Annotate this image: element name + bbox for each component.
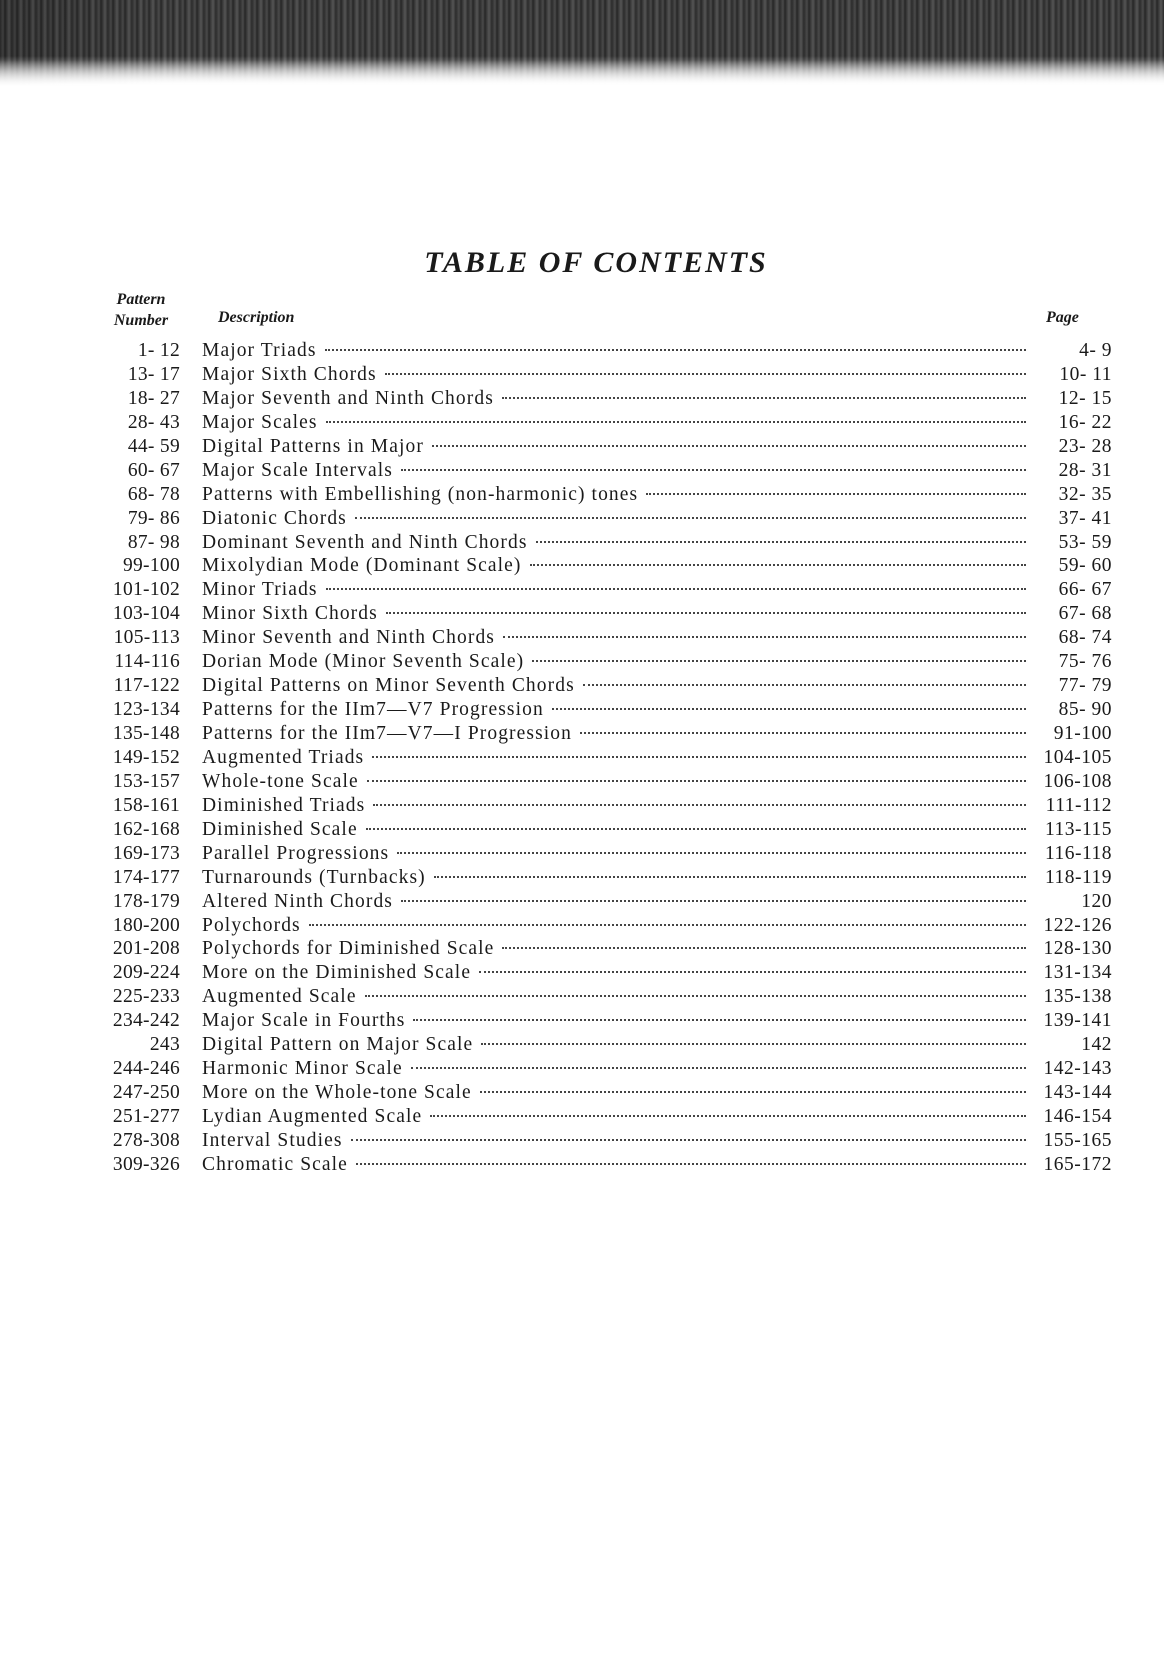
dot-leader — [373, 804, 1026, 806]
pattern-number: 174-177 — [112, 866, 180, 888]
scan-shadow-band — [0, 0, 1164, 86]
toc-row — [96, 674, 1112, 698]
dot-leader — [413, 1019, 1026, 1021]
toc-list — [96, 339, 1112, 1177]
entry-description: Patterns for the IIm7—V7 Progression — [202, 699, 544, 721]
page-range: 68- 74 — [1058, 627, 1112, 649]
dot-leader — [355, 517, 1026, 519]
pattern-number: 278-308 — [112, 1129, 180, 1151]
pattern-number: 169-173 — [112, 842, 180, 864]
page-range: 59- 60 — [1058, 555, 1112, 577]
pattern-number: 101-102 — [112, 579, 180, 601]
dot-leader — [502, 397, 1026, 399]
toc-row — [96, 554, 1112, 578]
toc-row — [96, 937, 1112, 961]
entry-description: Mixolydian Mode (Dominant Scale) — [202, 555, 522, 577]
page-range: 113-115 — [1044, 818, 1112, 840]
entry-description: Major Scale Intervals — [202, 459, 393, 481]
dot-leader — [646, 493, 1026, 495]
dot-leader — [385, 373, 1026, 375]
toc-row — [96, 794, 1112, 818]
toc-row — [96, 985, 1112, 1009]
pattern-number: 153-157 — [112, 770, 180, 792]
toc-row — [96, 1081, 1112, 1105]
page-range: 135-138 — [1043, 986, 1112, 1008]
dot-leader — [536, 541, 1026, 543]
dot-leader — [532, 660, 1026, 662]
page-range: 155-165 — [1043, 1129, 1112, 1151]
toc-row — [96, 531, 1112, 555]
pattern-number: 79- 86 — [127, 507, 180, 529]
entry-description: Major Scale in Fourths — [202, 1010, 406, 1032]
toc-row — [96, 722, 1112, 746]
pattern-number: 114-116 — [114, 651, 180, 673]
page-range: 53- 59 — [1058, 531, 1112, 553]
page-range: 10- 11 — [1059, 363, 1112, 385]
toc-row — [96, 626, 1112, 650]
pattern-number: 60- 67 — [127, 459, 180, 481]
toc-row — [96, 483, 1112, 507]
pattern-number: 28- 43 — [127, 411, 180, 433]
dot-leader — [480, 1091, 1026, 1093]
toc-row — [96, 842, 1112, 866]
page-range: 142 — [1081, 1034, 1112, 1056]
pattern-number: 44- 59 — [127, 435, 180, 457]
toc-row — [96, 602, 1112, 626]
dot-leader — [356, 1163, 1026, 1165]
dot-leader — [401, 469, 1026, 471]
dot-leader — [479, 971, 1026, 973]
toc-row — [96, 818, 1112, 842]
pattern-number: 99-100 — [122, 555, 180, 577]
page-title: TABLE OF CONTENTS — [424, 246, 768, 279]
toc-row — [96, 411, 1112, 435]
pattern-number: 13- 17 — [127, 363, 180, 385]
pattern-number: 105-113 — [113, 627, 180, 649]
entry-description: Dominant Seventh and Ninth Chords — [202, 531, 528, 553]
entry-description: Whole-tone Scale — [202, 770, 359, 792]
dot-leader — [401, 900, 1026, 902]
page-range: 16- 22 — [1058, 411, 1112, 433]
page-range: 104-105 — [1043, 746, 1112, 768]
dot-leader — [583, 684, 1026, 686]
page-range: 116-118 — [1044, 842, 1112, 864]
dot-leader — [552, 708, 1026, 710]
toc-row — [96, 507, 1112, 531]
pattern-number: 209-224 — [112, 962, 180, 984]
toc-row — [96, 1129, 1112, 1153]
entry-description: Parallel Progressions — [202, 842, 390, 864]
entry-description: Digital Patterns on Minor Seventh Chords — [202, 675, 575, 697]
entry-description: Lydian Augmented Scale — [202, 1106, 423, 1127]
pattern-number-header — [103, 289, 179, 331]
pattern-number: 234-242 — [112, 1010, 180, 1032]
description-header: Description — [218, 309, 295, 326]
entry-description: Digital Pattern on Major Scale — [202, 1034, 474, 1056]
entry-description: Polychords — [202, 914, 301, 936]
toc-row — [96, 1153, 1112, 1177]
dot-leader — [326, 588, 1026, 590]
entry-description: Augmented Triads — [202, 746, 365, 768]
page-range: 77- 79 — [1058, 675, 1112, 697]
pattern-number: 149-152 — [112, 746, 180, 768]
pattern-number: 201-208 — [112, 938, 180, 960]
dot-leader — [367, 780, 1026, 782]
pattern-number: 1- 12 — [137, 340, 180, 361]
toc-row — [96, 866, 1112, 890]
entry-description: Augmented Scale — [202, 986, 357, 1008]
dot-leader — [325, 349, 1026, 351]
entry-description: Interval Studies — [202, 1129, 343, 1151]
dot-leader — [432, 445, 1026, 447]
page-range: 118-119 — [1044, 866, 1112, 888]
page-range: 85- 90 — [1058, 699, 1112, 721]
page-range: 146-154 — [1043, 1106, 1112, 1127]
page-range: 142-143 — [1043, 1058, 1112, 1080]
toc-row — [96, 387, 1112, 411]
toc-row — [96, 363, 1112, 387]
page-range: 131-134 — [1043, 962, 1112, 984]
dot-leader — [397, 852, 1026, 854]
page-range: 143-144 — [1043, 1082, 1112, 1104]
entry-description: Minor Sixth Chords — [202, 603, 378, 625]
entry-description: Diminished Scale — [202, 818, 358, 840]
page-range: 111-112 — [1045, 794, 1112, 816]
entry-description: More on the Diminished Scale — [202, 962, 472, 984]
page-range: 122-126 — [1043, 914, 1112, 936]
entry-description: Altered Ninth Chords — [202, 890, 393, 912]
dot-leader — [580, 732, 1026, 734]
entry-description: Chromatic Scale — [202, 1153, 348, 1175]
dot-leader — [372, 756, 1026, 758]
entry-description: Polychords for Diminished Scale — [202, 938, 495, 960]
page-range: 75- 76 — [1058, 651, 1112, 673]
entry-description: Diatonic Chords — [202, 507, 347, 529]
pattern-header-line2: Number — [113, 312, 169, 329]
entry-description: Turnarounds (Turnbacks) — [202, 866, 426, 888]
pattern-number: 225-233 — [112, 986, 180, 1008]
dot-leader — [502, 947, 1026, 949]
pattern-number: 68- 78 — [127, 483, 180, 505]
dot-leader — [481, 1043, 1026, 1045]
dot-leader — [351, 1139, 1026, 1141]
toc-row — [96, 746, 1112, 770]
toc-row — [96, 1009, 1112, 1033]
toc-row — [96, 698, 1112, 722]
entry-description: Patterns for the IIm7—V7—I Progression — [202, 723, 572, 744]
entry-description: Major Triads — [202, 340, 317, 361]
page-range: 91-100 — [1053, 723, 1112, 744]
dot-leader — [434, 876, 1026, 878]
dot-leader — [365, 995, 1026, 997]
page-range: 32- 35 — [1058, 483, 1112, 505]
pattern-number: 247-250 — [112, 1082, 180, 1104]
pattern-number: 251-277 — [112, 1106, 180, 1127]
toc-row — [96, 650, 1112, 674]
page-range: 128-130 — [1043, 938, 1112, 960]
pattern-number: 135-148 — [112, 723, 180, 744]
dot-leader — [503, 636, 1026, 638]
page-range: 23- 28 — [1058, 435, 1112, 457]
toc-row — [96, 459, 1112, 483]
dot-leader — [430, 1115, 1026, 1117]
page-range: 28- 31 — [1058, 459, 1112, 481]
entry-description: Major Seventh and Ninth Chords — [202, 387, 494, 409]
toc-row — [96, 770, 1112, 794]
entry-description: More on the Whole-tone Scale — [202, 1082, 472, 1104]
page-range: 66- 67 — [1058, 579, 1112, 601]
pattern-header-line1: Pattern — [116, 291, 166, 308]
pattern-number: 243 — [149, 1034, 180, 1056]
dot-leader — [326, 421, 1026, 423]
page-range: 120 — [1081, 890, 1112, 912]
pattern-number: 117-122 — [113, 675, 180, 697]
page-range: 4- 9 — [1079, 340, 1112, 361]
page-range: 67- 68 — [1058, 603, 1112, 625]
page-range: 37- 41 — [1058, 507, 1112, 529]
pattern-number: 178-179 — [112, 890, 180, 912]
toc-row — [96, 1057, 1112, 1081]
dot-leader — [309, 924, 1026, 926]
scan-shadow-fade — [0, 0, 160, 86]
toc-row — [96, 961, 1112, 985]
pattern-number: 309-326 — [112, 1153, 180, 1175]
toc-row — [96, 1033, 1112, 1057]
pattern-number: 162-168 — [112, 818, 180, 840]
pattern-number: 244-246 — [112, 1058, 180, 1080]
page-range: 139-141 — [1043, 1010, 1112, 1032]
pattern-number: 18- 27 — [127, 387, 180, 409]
toc-row — [96, 435, 1112, 459]
toc-row — [96, 1105, 1112, 1129]
dot-leader — [411, 1067, 1026, 1069]
entry-description: Patterns with Embellishing (non-harmonic) tones — [202, 483, 639, 505]
pattern-number: 103-104 — [112, 603, 180, 625]
entry-description: Diminished Triads — [202, 794, 366, 816]
toc-row — [96, 890, 1112, 914]
dot-leader — [530, 564, 1026, 566]
page-header: Page — [1046, 309, 1079, 326]
entry-description: Minor Triads — [202, 579, 318, 601]
pattern-number: 87- 98 — [127, 531, 180, 553]
page-range: 12- 15 — [1058, 387, 1112, 409]
pattern-number: 123-134 — [112, 699, 180, 721]
entry-description: Major Sixth Chords — [202, 363, 377, 385]
toc-row — [96, 339, 1112, 363]
toc-row — [96, 914, 1112, 938]
pattern-number: 158-161 — [112, 794, 180, 816]
entry-description: Digital Patterns in Major — [202, 435, 424, 457]
toc-row — [96, 578, 1112, 602]
entry-description: Harmonic Minor Scale — [202, 1058, 403, 1080]
page-range: 106-108 — [1043, 770, 1112, 792]
entry-description: Dorian Mode (Minor Seventh Scale) — [202, 651, 525, 673]
dot-leader — [386, 612, 1026, 614]
entry-description: Minor Seventh and Ninth Chords — [202, 627, 495, 649]
entry-description: Major Scales — [202, 411, 318, 433]
dot-leader — [366, 828, 1026, 830]
page-range: 165-172 — [1043, 1153, 1112, 1175]
pattern-number: 180-200 — [112, 914, 180, 936]
